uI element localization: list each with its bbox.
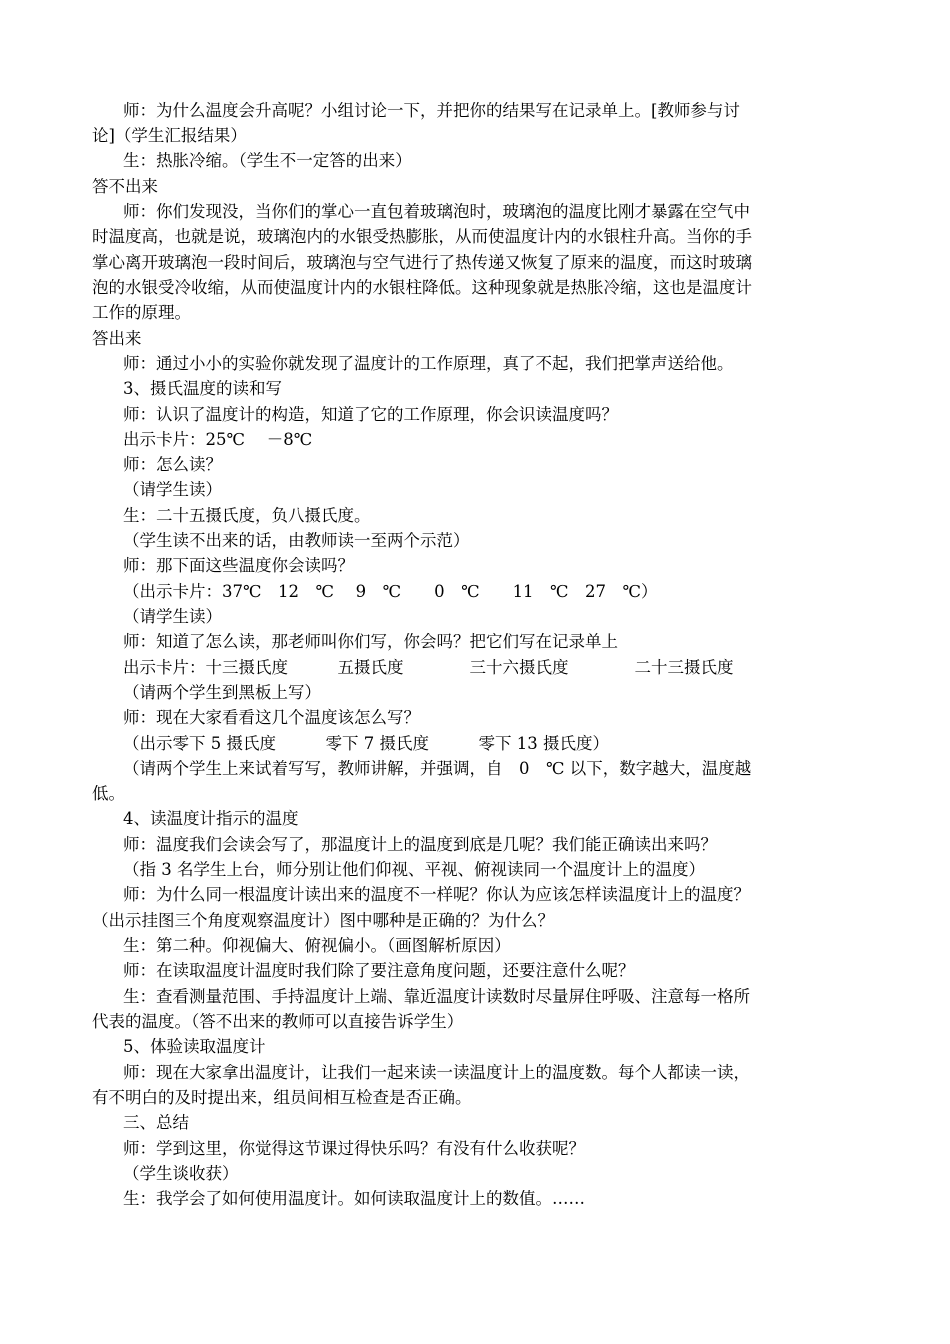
text-line: 师：为什么同一根温度计读出来的温度不一样呢？你认为应该怎样读温度计上的温度？ [123,885,750,904]
text-line: 答不出来 [92,177,158,196]
text-line: 工作的原理。 [92,303,191,322]
text-line: 代表的温度。（答不出来的教师可以直接告诉学生） [92,1012,464,1031]
text-line: 师：温度我们会读会写了，那温度计上的温度到底是几呢？我们能正确读出来吗？ [123,835,717,854]
text-line: 论]（学生汇报结果） [92,126,247,145]
text-line: 师：认识了温度计的构造，知道了它的工作原理，你会识读温度吗？ [123,405,618,424]
text-line: 生：查看测量范围、手持温度计上端、靠近温度计读数时尽量屏住呼吸、注意每一格所 [123,987,750,1006]
text-line: 师：怎么读？ [123,455,222,474]
text-line: （学生读不出来的话，由教师读一至两个示范） [123,531,470,550]
text-line: （出示挂图三个角度观察温度计）图中哪种是正确的？为什么？ [92,911,554,930]
text-line: 师：学到这里，你觉得这节课过得快乐吗？有没有什么收获呢？ [123,1139,585,1158]
text-line: （请两个学生上来试着写写，教师讲解，并强调，自 0 ℃ 以下，数字越大，温度越 [123,759,752,778]
text-line: 低。 [92,784,125,803]
text-line: 掌心离开玻璃泡一段时间后，玻璃泡与空气进行了热传递又恢复了原来的温度，而这时玻璃 [92,253,752,272]
text-line: 师：知道了怎么读，那老师叫你们写，你会吗？把它们写在记录单上 [123,632,618,651]
section-heading: 3、摄氏温度的读和写 [123,379,282,398]
text-line: 生：二十五摄氏度，负八摄氏度。 [123,506,371,525]
text-line: 出示卡片：十三摄氏度 五摄氏度 三十六摄氏度 二十三摄氏度 [123,658,734,677]
text-line: 出示卡片：25℃ －8℃ [123,430,313,449]
text-line: 师：通过小小的实验你就发现了温度计的工作原理，真了不起，我们把掌声送给他。 [123,354,734,373]
text-line: （请学生读） [123,607,222,626]
text-line: （请两个学生到黑板上写） [123,683,321,702]
text-line: 答出来 [92,329,142,348]
text-line: 生：第二种。仰视偏大、俯视偏小。（画图解析原因） [123,936,511,955]
text-line: （出示零下 5 摄氏度 零下 7 摄氏度 零下 13 摄氏度） [123,734,609,753]
section-heading: 5、体验读取温度计 [123,1037,266,1056]
text-line: 师：现在大家看看这几个温度该怎么写？ [123,708,420,727]
text-line: 师：你们发现没，当你们的掌心一直包着玻璃泡时，玻璃泡的温度比刚才暴露在空气中 [123,202,750,221]
text-line: 生：热胀冷缩。（学生不一定答的出来） [123,151,412,170]
text-line: 师：现在大家拿出温度计，让我们一起来读一读温度计上的温度数。每个人都读一读， [123,1063,750,1082]
text-line: （出示卡片：37℃ 12 ℃ 9 ℃ 0 ℃ 11 ℃ 27 ℃） [123,582,658,601]
text-line: 泡的水银受冷收缩，从而使温度计内的水银柱降低。这种现象就是热胀冷缩，这也是温度计 [92,278,752,297]
text-line: 师：在读取温度计温度时我们除了要注意角度问题，还要注意什么呢？ [123,961,635,980]
text-line: 有不明白的及时提出来，组员间相互检查是否正确。 [92,1088,472,1107]
text-line: （请学生读） [123,480,222,499]
section-heading: 三、总结 [123,1113,189,1132]
text-line: 师：那下面这些温度你会读吗？ [123,556,354,575]
text-line: （指 3 名学生上台，师分别让他们仰视、平视、俯视读同一个温度计上的温度） [123,860,705,879]
text-line: 生：我学会了如何使用温度计。如何读取温度计上的数值。…… [123,1189,585,1208]
text-line: （学生谈收获） [123,1164,239,1183]
section-heading: 4、读温度计指示的温度 [123,809,299,828]
text-line: 时温度高，也就是说，玻璃泡内的水银受热膨胀，从而使温度计内的水银柱升高。当你的手 [92,227,752,246]
text-line: 师：为什么温度会升高呢？小组讨论一下，并把你的结果写在记录单上。[教师参与讨 [123,101,740,120]
